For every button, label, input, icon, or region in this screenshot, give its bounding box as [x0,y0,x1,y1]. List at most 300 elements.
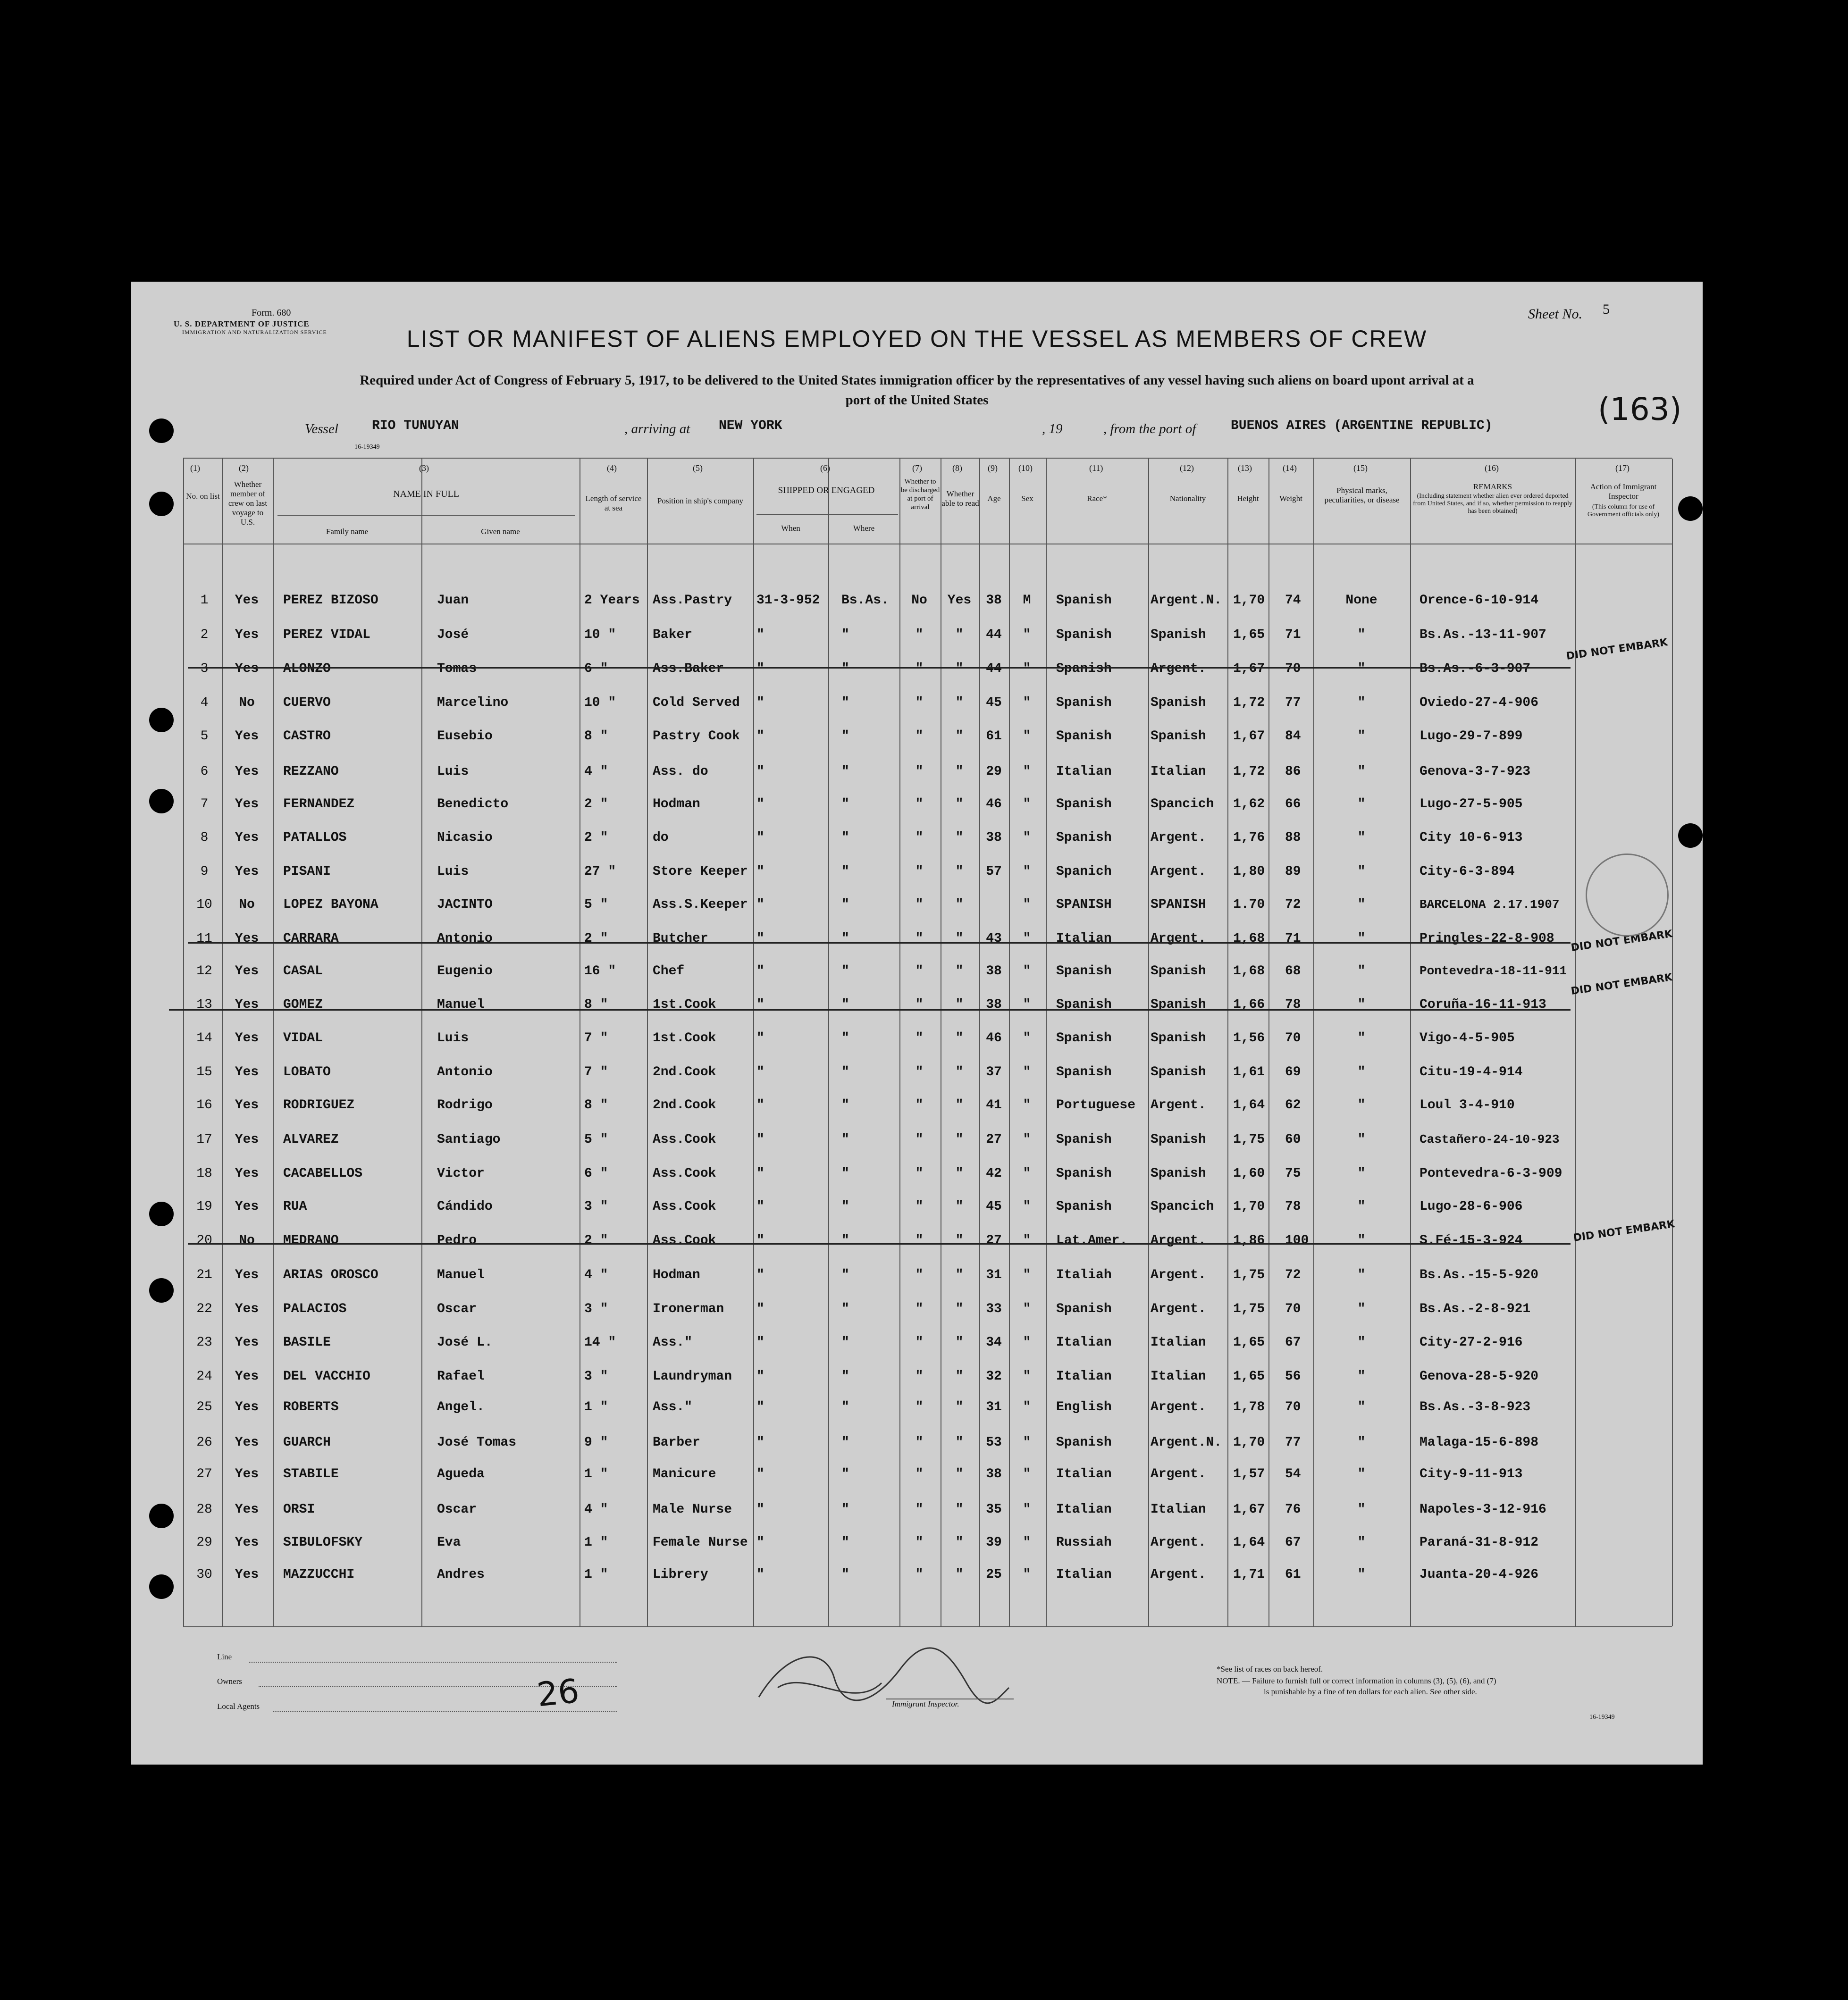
cell-height: 1,72 [1233,764,1265,779]
line-rule [249,1662,617,1663]
cell-nat: Argent. [1151,1467,1206,1481]
cell-nat: Argent. [1151,1400,1206,1414]
cell-weight: 77 [1285,695,1301,710]
cell-sex: " [1023,661,1031,676]
cell-nat: Argent. [1151,1098,1206,1113]
cell-disch: " [915,931,924,946]
cell-marks: " [1357,1302,1366,1316]
cell-weight: 76 [1285,1502,1301,1517]
cell-read: " [955,1233,964,1248]
cell-height: 1,61 [1233,1065,1265,1079]
column-divider [753,459,754,1626]
column-number: (3) [419,463,429,473]
column-header: Length of service at sea [585,494,642,512]
cell-position: Barber [653,1435,700,1450]
cell-given: Luis [437,764,469,779]
cell-family: FERNANDEZ [283,797,355,812]
cell-where: " [841,1567,849,1582]
cell-position: Pastry Cook [653,729,740,744]
cell-no: 6 [200,764,209,779]
cell-when: " [756,764,764,779]
cell-marks: " [1357,661,1366,676]
cell-disch: " [915,1435,924,1450]
cell-marks: " [1357,964,1366,979]
penalty-note: NOTE. — Failure to furnish full or correct information in columns (3), (5), (6), and (7) [1217,1676,1496,1685]
cell-when: " [756,997,764,1012]
cell-family: LOBATO [283,1065,331,1079]
cell-service: 9 " [584,1435,608,1450]
cell-when: " [756,1268,764,1282]
cell-prev: Yes [235,1335,259,1350]
cell-remarks: Napoles-3-12-916 [1420,1502,1546,1517]
cell-position: Ass.S.Keeper [653,897,748,912]
cell-nat: Spanish [1151,729,1206,744]
cell-marks: " [1357,931,1366,946]
cell-prev: Yes [235,1065,259,1079]
cell-position: Ass.Baker [653,661,724,676]
cell-when: " [756,1233,764,1248]
cell-age: 38 [986,593,1002,608]
cell-when: " [756,1132,764,1147]
cell-weight: 70 [1285,1302,1301,1316]
cell-given: Juan [437,593,469,608]
cell-nat: Argent. [1151,661,1206,676]
cell-weight: 86 [1285,764,1301,779]
cell-height: 1,67 [1233,729,1265,744]
strike-row-13 [169,1009,1571,1011]
cell-marks: " [1357,864,1366,879]
binder-hole [149,1574,174,1599]
cell-service: 4 " [584,1268,608,1282]
cell-position: do [653,830,669,845]
cell-where: " [841,1132,849,1147]
action-note: (This column for use of Government officials only) [1587,503,1660,518]
cell-height: 1,70 [1233,593,1265,608]
cell-no: 30 [196,1567,212,1582]
cell-when: " [756,1065,764,1079]
cell-nat: Spanish [1151,695,1206,710]
cell-disch: " [915,695,924,710]
cell-weight: 89 [1285,864,1301,879]
column-number: (7) [912,463,922,473]
cell-read: " [955,897,964,912]
cell-prev: Yes [235,628,259,642]
cell-weight: 70 [1285,661,1301,676]
cell-family: CASTRO [283,729,331,744]
cell-prev: Yes [235,797,259,812]
cell-race: Italian [1056,1369,1112,1384]
cell-where: " [841,1166,849,1181]
cell-no: 5 [200,729,209,744]
cell-remarks: Vigo-4-5-905 [1420,1031,1515,1046]
cell-where: " [841,1400,849,1414]
cell-disch: " [915,1369,924,1384]
cell-when: " [756,1400,764,1414]
cell-position: Male Nurse [653,1502,732,1517]
year-label: , 19 [1042,421,1063,436]
cell-prev: Yes [235,1400,259,1414]
cell-weight: 69 [1285,1065,1301,1079]
cell-position: Ass. do [653,764,708,779]
cell-position: Butcher [653,931,708,946]
cell-race: Italian [1056,1467,1112,1481]
cell-given: José [437,628,469,642]
cell-race: Spanish [1056,729,1112,744]
cell-marks: " [1357,695,1366,710]
cell-position: Female Nurse [653,1535,748,1550]
cell-sex: " [1023,1268,1031,1282]
cell-given: Eva [437,1535,461,1550]
cell-read: " [955,764,964,779]
cell-weight: 88 [1285,830,1301,845]
cell-age: 31 [986,1268,1002,1282]
cell-sex: " [1023,1502,1031,1517]
cell-prev: Yes [235,1369,259,1384]
cell-height: 1,80 [1233,864,1265,879]
cell-remarks: Paraná-31-8-912 [1420,1535,1539,1550]
column-header: Position in ship's company [657,496,744,505]
cell-race: Italian [1056,1502,1112,1517]
cell-family: MEDRANO [283,1233,339,1248]
sheet-label: Sheet No. [1528,306,1582,322]
cell-where: " [841,830,849,845]
cell-family: ORSI [283,1502,315,1517]
cell-position: 1st.Cook [653,1031,716,1046]
where-header: Where [853,524,875,533]
cell-no: 24 [196,1369,212,1384]
cell-nat: Spanish [1151,1166,1206,1181]
cell-where: " [841,931,849,946]
cell-height: 1,64 [1233,1098,1265,1113]
cell-nat: Italian [1151,764,1206,779]
cell-marks: " [1357,1467,1366,1481]
vessel-name: RIO TUNUYAN [372,418,459,433]
cell-given: Rafael [437,1369,485,1384]
cell-where: " [841,997,849,1012]
cell-race: Spanish [1056,1435,1112,1450]
cell-when: 31-3-952 [756,593,820,608]
cell-service: 4 " [584,1502,608,1517]
cell-marks: " [1357,1435,1366,1450]
cell-when: " [756,1435,764,1450]
cell-no: 15 [196,1065,212,1079]
did-not-embark-note: DID NOT EMBARK [1570,928,1673,954]
cell-prev: Yes [235,1268,259,1282]
cell-remarks: Genova-28-5-920 [1420,1369,1539,1384]
cell-height: 1,75 [1233,1302,1265,1316]
cell-remarks: BARCELONA 2.17.1907 [1420,897,1560,912]
column-header: Whether able to read [941,489,979,508]
cell-position: Ass.Pastry [653,593,732,608]
cell-sex: M [1023,593,1031,608]
cell-sex: " [1023,797,1031,812]
cell-height: 1,76 [1233,830,1265,845]
cell-where: " [841,1369,849,1384]
column-number: (1) [190,463,200,473]
cell-when: " [756,729,764,744]
cell-position: 1st.Cook [653,997,716,1012]
cell-when: " [756,1535,764,1550]
cell-when: " [756,1031,764,1046]
cell-sex: " [1023,931,1031,946]
cell-service: 16 " [584,964,616,979]
cell-remarks: City-27-2-916 [1420,1335,1523,1350]
cell-remarks: Coruña-16-11-913 [1420,997,1546,1012]
cell-when: " [756,661,764,676]
cell-read: " [955,964,964,979]
cell-nat: Argent. [1151,864,1206,879]
cell-marks: " [1357,1567,1366,1582]
cell-read: " [955,1400,964,1414]
cell-weight: 78 [1285,1199,1301,1214]
cell-family: CUERVO [283,695,331,710]
cell-age: 34 [986,1335,1002,1350]
cell-weight: 66 [1285,797,1301,812]
cell-weight: 74 [1285,593,1301,608]
cell-no: 19 [196,1199,212,1214]
cell-remarks: Orence-6-10-914 [1420,593,1539,608]
cell-height: 1,72 [1233,695,1265,710]
cell-race: Spanish [1056,997,1112,1012]
cell-weight: 71 [1285,628,1301,642]
cell-sex: " [1023,864,1031,879]
cell-disch: " [915,1031,924,1046]
column-header: Whether to be discharged at port of arrival [900,478,940,511]
cell-family: ALVAREZ [283,1132,339,1147]
cell-remarks: Citu-19-4-914 [1420,1065,1523,1079]
cell-given: Eugenio [437,964,493,979]
did-not-embark-note: DID NOT EMBARK [1565,636,1669,662]
cell-read: " [955,830,964,845]
cell-given: José L. [437,1335,493,1350]
cell-when: " [756,1567,764,1582]
cell-race: Italian [1056,1335,1112,1350]
cell-service: 27 " [584,864,616,879]
cell-remarks: Bs.As.-15-5-920 [1420,1268,1539,1282]
table-bottom-rule [183,1626,1672,1627]
cell-race: Russiah [1056,1535,1112,1550]
cell-service: 8 " [584,997,608,1012]
cell-disch: " [915,661,924,676]
cell-position: Ass.Cook [653,1132,716,1147]
cell-when: " [756,797,764,812]
cell-disch: " [915,1098,924,1113]
cell-nat: Spanish [1151,1132,1206,1147]
cell-height: 1,67 [1233,1502,1265,1517]
arriving-port: NEW YORK [719,418,782,433]
cell-height: 1,78 [1233,1400,1265,1414]
cell-age: 38 [986,1467,1002,1481]
cell-family: GOMEZ [283,997,323,1012]
cell-given: Cándido [437,1199,493,1214]
cell-family: CACABELLOS [283,1166,363,1181]
cell-family: VIDAL [283,1031,323,1046]
cell-service: 10 " [584,695,616,710]
cell-read: Yes [947,593,972,608]
cell-prev: Yes [235,764,259,779]
cell-sex: " [1023,1098,1031,1113]
cell-position: Baker [653,628,693,642]
cell-read: " [955,695,964,710]
cell-weight: 70 [1285,1031,1301,1046]
cell-when: " [756,1302,764,1316]
column-divider [1672,459,1673,1626]
cell-marks: " [1357,830,1366,845]
cell-height: 1,75 [1233,1132,1265,1147]
cell-weight: 75 [1285,1166,1301,1181]
cell-where: " [841,695,849,710]
cell-marks: " [1357,1535,1366,1550]
cell-given: Angel. [437,1400,485,1414]
column-number: (9) [988,463,998,473]
cell-marks: " [1357,997,1366,1012]
cell-service: 6 " [584,1166,608,1181]
cell-given: Antonio [437,1065,493,1079]
cell-when: " [756,1098,764,1113]
cell-nat: Italian [1151,1502,1206,1517]
manifest-title: LIST OR MANIFEST OF ALIENS EMPLOYED ON THE VESSEL AS MEMBERS OF CREW [406,326,1428,352]
cell-position: Ass.Cook [653,1166,716,1181]
column-number: (4) [607,463,617,473]
cell-marks: " [1357,1132,1366,1147]
cell-race: Italiah [1056,1268,1112,1282]
hand-26: 26 [535,1671,581,1715]
cell-family: PISANI [283,864,331,879]
cell-race: Spanish [1056,1302,1112,1316]
cell-read: " [955,1567,964,1582]
column-number: (11) [1089,463,1103,473]
cell-given: Nicasio [437,830,493,845]
cell-service: 14 " [584,1335,616,1350]
cell-weight: 71 [1285,931,1301,946]
cell-remarks: Bs.As.-13-11-907 [1420,628,1546,642]
cell-age: 44 [986,661,1002,676]
binder-hole [149,1504,174,1528]
cell-age: 27 [986,1132,1002,1147]
cell-age: 27 [986,1233,1002,1248]
cell-race: Spanish [1056,661,1112,676]
cell-position: Librery [653,1567,708,1582]
strike-row-3 [188,667,1571,669]
cell-height: 1,68 [1233,964,1265,979]
cell-remarks: City-9-11-913 [1420,1467,1523,1481]
cell-no: 29 [196,1535,212,1550]
cell-nat: SPANISH [1151,897,1206,912]
cell-marks: " [1357,1369,1366,1384]
cell-where: " [841,1199,849,1214]
cell-nat: Italian [1151,1369,1206,1384]
table-top-rule [183,458,1672,459]
from-label: , from the port of [1103,421,1196,436]
cell-prev: Yes [235,864,259,879]
cell-nat: Spanish [1151,1031,1206,1046]
cell-where: " [841,1502,849,1517]
cell-given: Luis [437,864,469,879]
arriving-label: , arriving at [624,421,690,436]
column-number: (12) [1180,463,1194,473]
cell-read: " [955,1199,964,1214]
cell-nat: Argent. [1151,1535,1206,1550]
cell-when: " [756,1467,764,1481]
cell-sex: " [1023,997,1031,1012]
cell-sex: " [1023,1166,1031,1181]
cell-where: " [841,1031,849,1046]
cell-read: " [955,1335,964,1350]
cell-weight: 68 [1285,964,1301,979]
cell-service: 2 " [584,797,608,812]
cell-where: " [841,864,849,879]
cell-family: DEL VACCHIO [283,1369,370,1384]
cell-where: " [841,1535,849,1550]
column-header: Action of Immigrant Inspector [1590,482,1657,501]
cell-height: 1,75 [1233,1268,1265,1282]
cell-weight: 67 [1285,1535,1301,1550]
cell-race: Spanish [1056,1199,1112,1214]
penalty-note-cont: is punishable by a fine of ten dollars for each alien. See other side. [1264,1687,1477,1696]
cell-remarks: Loul 3-4-910 [1420,1098,1515,1113]
cell-service: 10 " [584,628,616,642]
name-rule [277,515,575,516]
cell-marks: " [1357,628,1366,642]
cell-prev: Yes [235,593,259,608]
cell-age: 38 [986,830,1002,845]
cell-weight: 78 [1285,997,1301,1012]
cell-position: Manicure [653,1467,716,1481]
cell-when: " [756,864,764,879]
column-divider [421,459,422,1626]
column-divider [1575,459,1576,1626]
cell-height: 1,68 [1233,931,1265,946]
cell-read: " [955,729,964,744]
cell-no: 2 [200,628,209,642]
cell-weight: 61 [1285,1567,1301,1582]
cell-weight: 60 [1285,1132,1301,1147]
cell-marks: " [1357,764,1366,779]
departure-port: BUENOS AIRES (ARGENTINE REPUBLIC) [1231,418,1493,433]
cell-remarks: Bs.As.-2-8-921 [1420,1302,1531,1316]
cell-prev: Yes [235,729,259,744]
cell-prev: Yes [235,997,259,1012]
cell-given: Luis [437,1031,469,1046]
cell-family: REZZANO [283,764,339,779]
cell-age: 45 [986,695,1002,710]
cell-no: 4 [200,695,209,710]
cell-given: Andres [437,1567,485,1582]
cell-where: " [841,1435,849,1450]
cell-disch: " [915,964,924,979]
cell-sex: " [1023,1467,1031,1481]
cell-given: Manuel [437,997,485,1012]
cell-marks: " [1357,1166,1366,1181]
cell-sex: " [1023,1535,1031,1550]
cell-disch: " [915,1502,924,1517]
cell-marks: " [1357,897,1366,912]
cell-marks: " [1357,1031,1366,1046]
cell-when: " [756,1199,764,1214]
cell-no: 13 [196,997,212,1012]
cell-prev: Yes [235,1199,259,1214]
owners-label: Owners [217,1677,242,1686]
column-divider [828,459,829,1626]
cell-no: 26 [196,1435,212,1450]
cell-weight: 84 [1285,729,1301,744]
cell-age: 46 [986,797,1002,812]
cell-age: 41 [986,1098,1002,1113]
cell-when: " [756,1166,764,1181]
column-divider [1227,459,1228,1626]
inspector-signature [749,1640,1014,1716]
cell-read: " [955,864,964,879]
